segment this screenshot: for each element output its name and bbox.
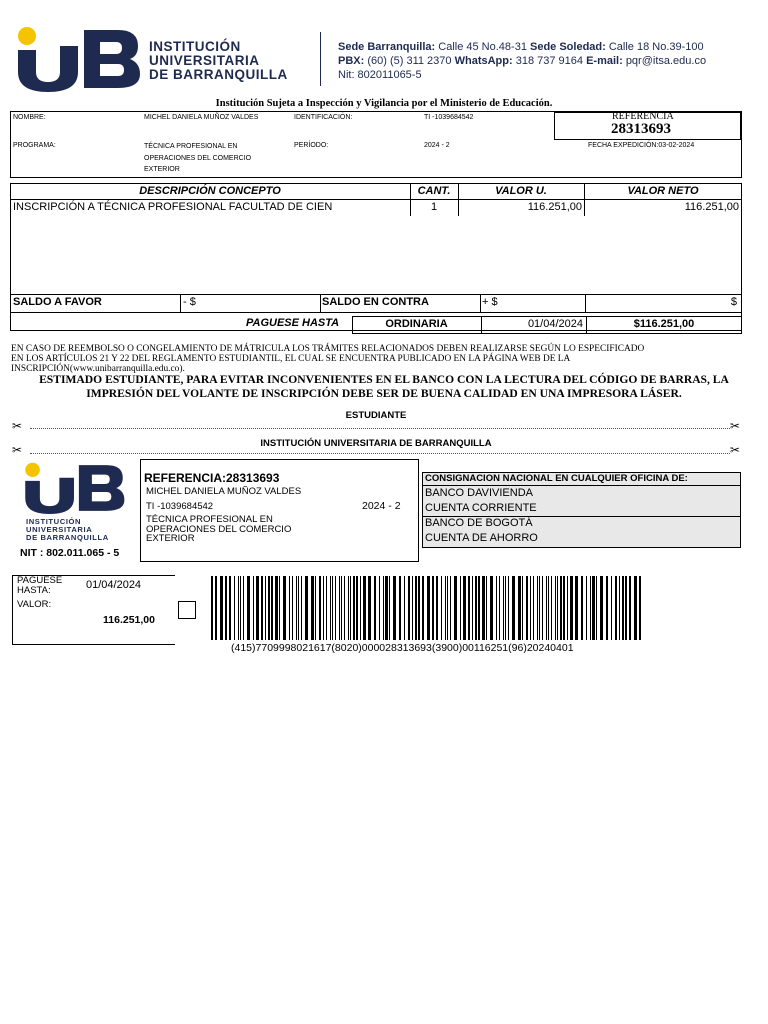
bank-name: BANCO DE BOGOTÁ	[425, 517, 533, 529]
saldo-col-rule	[180, 294, 181, 312]
barcode-bar	[256, 576, 259, 640]
barcode-bar	[339, 576, 340, 640]
barcode-bar	[503, 576, 504, 640]
barcode-bar	[625, 576, 627, 640]
concept-unit-value: 116.251,00	[527, 201, 582, 213]
institution-name-line: UNIVERSITARIA	[149, 53, 260, 68]
total-currency: $	[730, 296, 737, 308]
barcode-bar	[622, 576, 624, 640]
consignacion-rule	[422, 485, 741, 486]
barcode-bar	[385, 576, 388, 640]
stub-identificacion: TI -1039684542	[146, 501, 214, 512]
barcode-bar	[539, 576, 540, 640]
barcode-bar	[596, 576, 597, 640]
supervision-note: Institución Sujeta a Inspección y Vigilancia por el Ministerio de Educación.	[215, 98, 553, 109]
stub-logo	[22, 462, 126, 514]
barcode-bar	[289, 576, 290, 640]
barcode-bar	[271, 576, 273, 640]
barcode-bar	[512, 576, 515, 640]
stub-valor-value: 116.251,00	[103, 614, 155, 626]
barcode-bar	[518, 576, 521, 640]
programa-line: OPERACIONES DEL COMERCIO	[144, 154, 252, 162]
whatsapp-value: 318 737 9164	[515, 55, 583, 67]
barcode-bar	[615, 576, 617, 640]
institution-name-line: DE BARRANQUILLA	[149, 67, 288, 82]
saldo-favor-label: SALDO A FAVOR	[13, 296, 102, 308]
barcode-bar	[344, 576, 345, 640]
barcode-bar	[215, 576, 217, 640]
contact-info	[338, 40, 758, 82]
barcode-bar	[229, 576, 231, 640]
barcode-bar	[335, 576, 336, 640]
barcode-bar	[360, 576, 361, 640]
barcode-bar	[393, 576, 396, 640]
barcode-bar	[330, 576, 331, 640]
header-divider	[320, 32, 321, 86]
barcode-bar	[368, 576, 371, 640]
stub-programa-line: TÉCNICA PROFESIONAL EN	[146, 514, 273, 525]
programa-label: PROGRAMA:	[13, 142, 56, 149]
barcode-bar	[220, 576, 223, 640]
barcode-bar	[225, 576, 227, 640]
barcode-bar	[560, 576, 562, 640]
barcode-bar	[522, 576, 523, 640]
barcode-bar	[634, 576, 637, 640]
institution-name-line: INSTITUCIÓN	[149, 39, 241, 54]
barcode-bar	[570, 576, 573, 640]
scissors-icon: ✂	[730, 443, 741, 457]
stub-nit: NIT : 802.011.065 - 5	[20, 547, 120, 559]
barcode-bar	[460, 576, 461, 640]
ordinaria-value: $116.251,00	[633, 318, 695, 330]
warning-line: ESTIMADO ESTUDIANTE, PARA EVITAR INCONVENIENTES EN EL BANCO CON LA LECTURA DEL CÓDIGO DE BARRAS, LA	[39, 373, 729, 386]
barcode-bar	[542, 576, 543, 640]
barcode-bar	[296, 576, 297, 640]
barcode-bar	[422, 576, 424, 640]
barcode-bar	[383, 576, 384, 640]
barcode-bar	[611, 576, 612, 640]
stub-nombre: MICHEL DANIELA MUÑOZ VALDES	[146, 486, 302, 497]
referencia-value: 28313693	[611, 121, 671, 137]
bank-account-type: CUENTA CORRIENTE	[425, 502, 537, 514]
barcode-bar	[240, 576, 241, 640]
stub-programa	[146, 515, 291, 544]
barcode-bar	[496, 576, 497, 640]
barcode-bar	[555, 576, 556, 640]
bank-account-type: CUENTA DE AHORRO	[425, 532, 538, 544]
sede-soledad-value: Calle 18 No.39-100	[608, 41, 704, 53]
stub-periodo: 2024 - 2	[362, 500, 401, 512]
identificacion-label: IDENTIFICACIÓN:	[294, 114, 353, 121]
institution-logo-icon	[14, 26, 142, 92]
sede-soledad-label: Sede Soledad:	[530, 41, 606, 53]
stub-programa-line: EXTERIOR	[146, 533, 195, 544]
col-cant: CANT.	[417, 185, 451, 197]
barcode-bar	[275, 576, 278, 640]
stub-paguese-label	[17, 576, 62, 595]
bank-name: BANCO DAVIVIENDA	[425, 487, 533, 499]
barcode-bar	[592, 576, 595, 640]
whatsapp-label: WhatsApp:	[454, 55, 513, 67]
paguese-hasta-label: PAGUESE HASTA	[246, 317, 340, 329]
barcode-bar	[450, 576, 451, 640]
ordinaria-date: 01/04/2024	[527, 318, 583, 330]
col-descripcion: DESCRIPCIÓN CONCEPTO	[139, 185, 281, 197]
barcode-bar	[533, 576, 534, 640]
refund-note-line: EN LOS ARTÍCULOS 21 Y 22 DEL REGLAMENTO ESTUDIANTIL, EL CUAL SE ENCUENTRA PUBLICADO EN LA PÁGINA WEB DE LA	[11, 354, 571, 364]
barcode-bar	[356, 576, 358, 640]
cut-line	[30, 453, 730, 454]
barcode-bar	[418, 576, 420, 640]
refund-note-line: INSCRIPCIÓN(www.unibarranquilla.edu.co).	[11, 364, 185, 374]
barcode-bar	[261, 576, 263, 640]
barcode-bar	[463, 576, 466, 640]
nit-line: Nit: 802011065-5	[338, 69, 422, 81]
barcode-bar	[379, 576, 380, 640]
periodo-value: 2024 - 2	[424, 142, 450, 149]
fecha-expedicion: FECHA EXPEDICIÓN:03-02-2024	[588, 142, 695, 149]
saldo-col-rule	[480, 294, 481, 312]
refund-note-line: EN CASO DE REEMBOLSO O CONGELAMIENTO DE MÁTRICULA LOS TRÁMITES RELACIONADOS DEBEN REALIZARSE SEGÚN LO ESPECIFICADO	[11, 344, 645, 354]
saldo-rule-bottom	[10, 312, 742, 313]
stub-logo-line: DE BARRANQUILLA	[26, 533, 109, 543]
barcode-bar	[639, 576, 641, 640]
pbx-value: (60) (5) 311 2370	[367, 55, 452, 67]
barcode-bar	[567, 576, 568, 640]
referencia-label: REFERENCIA	[612, 111, 674, 122]
barcode-bar	[581, 576, 583, 640]
identificacion-value: TI -1039684542	[424, 114, 474, 121]
barcode-bar	[432, 576, 434, 640]
barcode-bar	[563, 576, 565, 640]
barcode-bar	[427, 576, 430, 640]
barcode-bar	[441, 576, 442, 640]
cut-line	[30, 428, 730, 429]
barcode-bar	[332, 576, 333, 640]
barcode-bar	[243, 576, 244, 640]
barcode-bar	[283, 576, 286, 640]
barcode-bar	[590, 576, 591, 640]
barcode-text: (415)7709998021617(8020)000028313693(3900)00116251(96)20240401	[231, 642, 574, 654]
barcode-bar	[606, 576, 608, 640]
barcode-bar	[234, 576, 235, 640]
warning-line: IMPRESIÓN DEL VOLANTE DE INSCRIPCIÓN DEBE SER DE BUENA CALIDAD EN UNA IMPRESORA LÁSER.	[86, 386, 682, 400]
concept-net-value: 116.251,00	[684, 201, 739, 213]
stub-programa-line: OPERACIONES DEL COMERCIO	[146, 523, 292, 535]
barcode-bar	[629, 576, 631, 640]
pbx-label: PBX:	[338, 55, 365, 67]
barcode-bar	[415, 576, 417, 640]
barcode-bar	[436, 576, 438, 640]
stub-paguese-date: 01/04/2024	[86, 579, 142, 591]
stub-referencia: REFERENCIA:28313693	[144, 471, 280, 485]
stub-logo-line: UNIVERSITARIA	[26, 525, 93, 535]
barcode-bar	[211, 576, 213, 640]
barcode-bar	[279, 576, 280, 640]
email-label: E-mail:	[586, 55, 623, 67]
barcode-bar	[326, 576, 327, 640]
saldo-contra-label: SALDO EN CONTRA	[322, 296, 429, 308]
barcode-bar	[315, 576, 316, 640]
barcode-bar	[374, 576, 376, 640]
barcode-bar	[311, 576, 314, 640]
saldo-col-rule	[320, 294, 321, 312]
barcode-bar	[350, 576, 351, 640]
saldo-rule-top	[10, 294, 742, 295]
nombre-label: NOMBRE:	[13, 114, 46, 121]
barcode-bar	[482, 576, 485, 640]
stub-logo-line: INSTITUCIÓN	[26, 517, 82, 526]
barcode-bar	[490, 576, 493, 640]
barcode-bar	[353, 576, 355, 640]
barcode-bar	[486, 576, 487, 640]
nombre-value: MICHEL DANIELA MUÑOZ VALDES	[144, 114, 259, 121]
barcode-bar	[600, 576, 603, 640]
barcode-bar	[478, 576, 480, 640]
barcode-bar	[298, 576, 299, 640]
barcode-bar	[408, 576, 410, 640]
programa-line: EXTERIOR	[144, 166, 180, 173]
barcode-bar	[551, 576, 552, 640]
concept-qty: 1	[430, 201, 438, 213]
barcode-bar	[537, 576, 538, 640]
barcode-bar	[341, 576, 342, 640]
paguese-label-line: HASTA:	[17, 584, 51, 596]
barcode-bar	[323, 576, 324, 640]
barcode-bar	[472, 576, 473, 640]
barcode-bar	[238, 576, 239, 640]
barcode-bar	[454, 576, 457, 640]
stub-logo-text	[26, 518, 109, 543]
concept-description: INSCRIPCIÓN A TÉCNICA PROFESIONAL FACULTAD DE CIEN	[13, 201, 333, 213]
scissors-icon: ✂	[12, 419, 23, 433]
barcode-bar	[546, 576, 547, 640]
saldo-favor-value: - $	[183, 296, 196, 308]
barcode-bar	[319, 576, 321, 640]
barcode-bar	[445, 576, 446, 640]
sede-barranquilla-value: Calle 45 No.48-31	[438, 41, 527, 53]
institution-copy-label: INSTITUCIÓN UNIVERSITARIA DE BARRANQUILLA	[260, 438, 492, 449]
barcode-bar	[499, 576, 500, 640]
periodo-label: PERÍODO:	[294, 142, 329, 149]
barcode	[211, 576, 642, 640]
barcode-bar	[412, 576, 413, 640]
barcode-bar	[508, 576, 509, 640]
barcode-bar	[505, 576, 506, 640]
refund-note	[11, 344, 741, 374]
barcode-bar	[399, 576, 401, 640]
barcode-bar	[268, 576, 270, 640]
programa-line: TÉCNICA PROFESIONAL EN	[144, 143, 238, 150]
barcode-bar	[475, 576, 477, 640]
sede-barranquilla-label: Sede Barranquilla:	[338, 41, 436, 53]
email-value[interactable]: pqr@itsa.edu.co	[625, 55, 707, 67]
barcode-bar	[619, 576, 620, 640]
barcode-bar	[468, 576, 470, 640]
ordinaria-label: ORDINARIA	[385, 318, 448, 330]
barcode-warning	[10, 373, 758, 400]
phone-line	[338, 54, 758, 68]
header-logo	[14, 26, 142, 92]
barcode-bar	[265, 576, 266, 640]
saldo-contra-value: + $	[482, 296, 498, 308]
barcode-bar	[301, 576, 302, 640]
barcode-bar	[292, 576, 293, 640]
student-copy-label: ESTUDIANTE	[345, 410, 407, 421]
address-line	[338, 40, 758, 54]
barcode-bar	[526, 576, 528, 640]
barcode-bar	[404, 576, 405, 640]
barcode-bar	[530, 576, 531, 640]
stub-valor-label: VALOR:	[17, 599, 52, 610]
institution-name	[149, 40, 288, 82]
barcode-bar	[447, 576, 448, 640]
programa-value	[144, 141, 251, 176]
barcode-bar	[575, 576, 578, 640]
barcode-bar	[557, 576, 558, 640]
barcode-bar	[389, 576, 390, 640]
barcode-bar	[348, 576, 349, 640]
scissors-icon: ✂	[730, 419, 741, 433]
paguese-label-line: PAGUESE	[17, 575, 63, 586]
col-valor-neto: VALOR NETO	[627, 185, 699, 197]
barcode-bar	[363, 576, 366, 640]
table-header-rule	[10, 199, 742, 200]
col-valor-u: VALOR U.	[495, 185, 547, 197]
barcode-bar	[253, 576, 254, 640]
barcode-bar	[548, 576, 549, 640]
barcode-bar	[586, 576, 587, 640]
institution-logo-icon	[22, 462, 126, 514]
checkbox[interactable]	[178, 601, 196, 619]
consignacion-title: CONSIGNACION NACIONAL EN CUALQUIER OFICINA DE:	[425, 473, 688, 484]
scissors-icon: ✂	[12, 443, 23, 457]
barcode-bar	[305, 576, 308, 640]
barcode-bar	[247, 576, 250, 640]
